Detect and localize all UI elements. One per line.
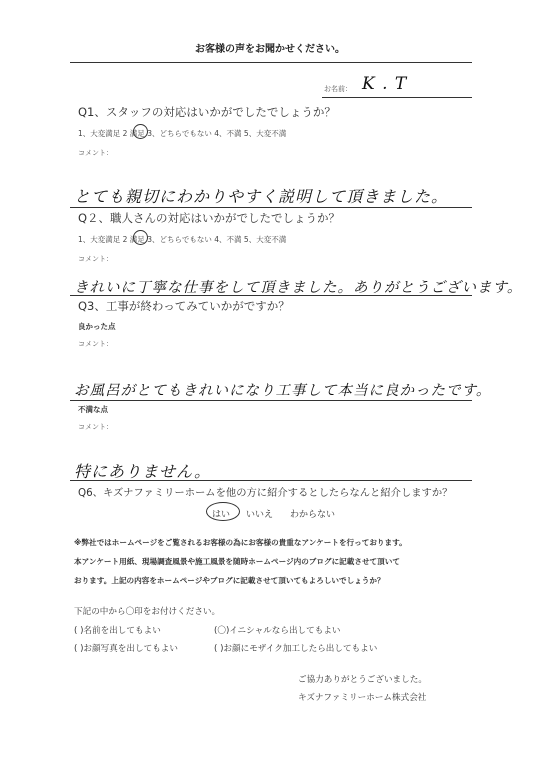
q2-question: Q２、職人さんの対応はいかがでしたでしょうか？: [78, 211, 341, 225]
q2-comment-label: コメント：: [78, 255, 113, 263]
q1-answer: とても親切にわかりやすく説明して頂きました。: [74, 187, 449, 206]
consent-option-name: ( )名前を出してもよい: [74, 626, 161, 636]
notice-line-3: おります。上記の内容をホームページやブログに記載させて頂いてもよろしいでしょうか？: [74, 576, 385, 585]
consent-instruction: 下記の中から〇印をお付けください。: [74, 607, 221, 617]
name-value: K . T: [362, 74, 408, 94]
q3-good-answer-line: [70, 400, 472, 401]
q6-selected-circle: [206, 502, 240, 521]
q6-option-no: いいえ: [246, 510, 274, 520]
q2-selected-circle: [133, 230, 148, 245]
q3-bad-label: 不満な点: [78, 405, 108, 414]
q3-bad-answer-line: [70, 480, 472, 481]
name-underline: [322, 97, 472, 98]
consent-option-photo: ( )お顔写真を出してもよい: [74, 644, 178, 654]
q1-question: Q1、スタッフの対応はいかがでしたでしょうか？: [78, 105, 336, 119]
q1-options: 1、大変満足 2 満足 3、どちらでもない 4、不満 5、大変不満: [78, 129, 287, 138]
q6-question: Q6、キズナファミリーホームを他の方に紹介するとしたらなんと紹介しますか？: [78, 487, 453, 499]
q2-answer-line: [70, 295, 472, 296]
consent-option-mosaic: ( )お顔にモザイク加工したら出してもよい: [214, 644, 378, 654]
notice-line-2: 本アンケート用紙、現場調査風景や施工風景を随時ホームページ内のブログに記載させて頂いて: [74, 557, 400, 566]
consent-option-initials: (〇)イニシャルなら出してもよい: [214, 626, 341, 636]
q2-answer: きれいに丁寧な仕事をして頂きました。ありがとうございます。: [74, 280, 523, 296]
q1-answer-line: [70, 207, 472, 208]
q3-good-answer: お風呂がとてもきれいになり工事して本当に良かったです。: [74, 383, 492, 399]
footer-company: キズナファミリーホーム株式会社: [298, 693, 427, 703]
footer-thanks: ご協力ありがとうございました。: [298, 675, 427, 685]
q6-option-yes: はい: [212, 510, 231, 520]
q6-option-unknown: わからない: [290, 510, 336, 520]
page-title: お客様の声をお聞かせください。: [195, 44, 345, 55]
title-divider: [70, 62, 472, 63]
q1-selected-circle: [133, 124, 148, 139]
q3-bad-comment-label: コメント：: [78, 423, 113, 431]
q3-good-label: 良かった点: [78, 322, 116, 331]
q2-options: 1、大変満足 2 満足 3、どちらでもない 4、不満 5、大変不満: [78, 235, 287, 244]
q3-bad-answer: 特にありません。: [74, 462, 211, 481]
q3-good-comment-label: コメント：: [78, 340, 113, 348]
q3-question: Q3、工事が終わってみていかがですか？: [78, 299, 290, 313]
notice-line-1: ※弊社ではホームページをご覧されるお客様の為にお客様の貴重なアンケートを行っております。: [74, 538, 407, 547]
q1-comment-label: コメント：: [78, 149, 113, 157]
name-label: お名前：: [324, 85, 352, 93]
